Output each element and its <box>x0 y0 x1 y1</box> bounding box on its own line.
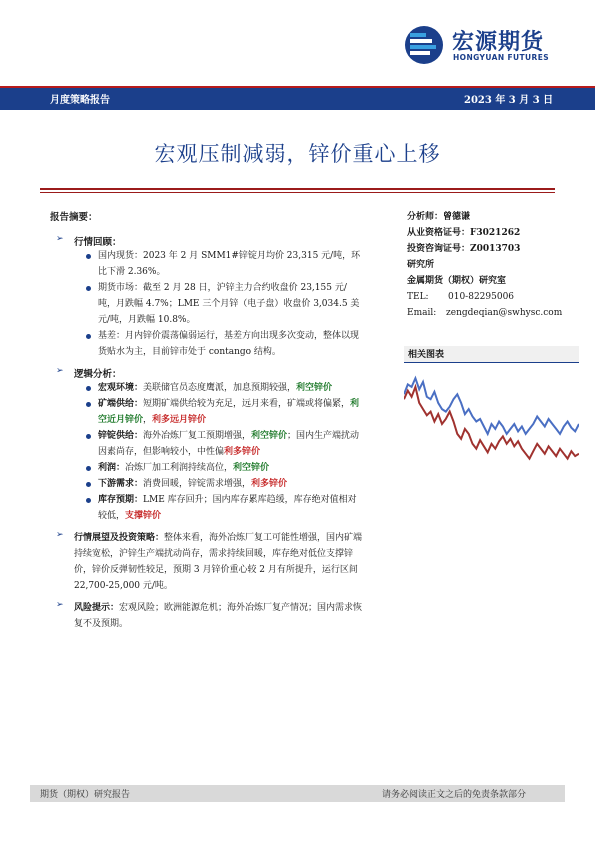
review-item-basis: 基差：月内锌价震荡偏弱运行，基差方向出现多次变动，整体以现货贴水为主，目前锌市处于 contango 结构。 <box>98 331 360 357</box>
section-heading-review: 行情回顾： <box>74 237 122 248</box>
tel-label: TEL: <box>407 292 429 302</box>
chevron-right-icon: ➢ <box>56 530 64 540</box>
section-heading-logic: 逻辑分析： <box>74 369 122 380</box>
review-item-futures: 期货市场：截至 2 月 28 日，沪锌主力合约收盘价 23,155 元/吨，月跌幅 4.7%；LME 三个月锌（电子盘）收盘价 3,034.5 美元/吨，月跌幅 10.8%。 <box>98 283 360 325</box>
logic-text: LME 库存回升；国内库存累库趋缓，库存绝对值相对较低， <box>98 495 357 521</box>
report-type: 月度策略报告 <box>50 95 110 106</box>
logic-item-demand <box>98 476 364 492</box>
institute-name: 研究所 <box>407 260 435 270</box>
chevron-right-icon: ➢ <box>56 600 64 610</box>
logic-impact: 利空近月锌价 <box>98 399 360 425</box>
bullet-icon <box>86 334 91 339</box>
bullet-icon <box>86 434 91 439</box>
logic-impact: 利空锌价 <box>296 383 333 393</box>
logic-impact: 支撑锌价 <box>125 511 162 521</box>
logic-head: 锌锭供给： <box>98 431 144 441</box>
logic-item-ingot <box>98 428 364 460</box>
logic-text: 美联储官员态度鹰派，加息预期较强， <box>143 383 297 393</box>
analyst-name: 分析师：曾德谦 <box>407 212 471 222</box>
logic-item-macro <box>98 380 364 396</box>
bullet-icon <box>86 482 91 487</box>
page-title: 宏观压制减弱，锌价重心上移 <box>154 142 441 166</box>
report-date: 2023 年 3 月 3 日 <box>464 95 554 106</box>
outlook-paragraph <box>74 530 366 594</box>
bullet-icon <box>86 498 91 503</box>
price-line-chart <box>404 364 579 479</box>
logic-impact-2: 利多锌价 <box>224 447 261 457</box>
logic-item-ore: 矿端供给：短期矿端供给较为充足，远月来看，矿端或将偏紧，利空近月锌价，利多远月锌价 <box>98 399 360 425</box>
outlook-body: 整体来看，海外冶炼厂复工可能性增强，国内矿端持续宽松，沪锌生产端扰动尚存，需求持续回暖，库存绝对低位支撑锌价，锌价反弹韧性较足，预期 3 月锌价重心较 2 月有所提升，运行区间 22,700-25,000 元/吨。 <box>74 533 363 591</box>
section-heading-outlook: 行情展望及投资策略： <box>74 533 165 543</box>
bullet-icon <box>86 466 91 471</box>
analyst-license: 从业资格证号：F3021262 <box>407 228 521 238</box>
logic-item-inventory <box>98 492 364 524</box>
footer-report-type: 期货（期权）研究报告 <box>40 790 131 800</box>
bullet-icon <box>86 402 91 407</box>
chevron-right-icon: ➢ <box>56 366 64 376</box>
logic-head: 宏观环境： <box>98 383 144 393</box>
bullet-icon <box>86 286 91 291</box>
email-value[interactable]: zengdeqian@swhysc.com <box>446 308 563 318</box>
bullet-icon <box>86 254 91 259</box>
tel-value[interactable]: 010-82295006 <box>448 292 515 302</box>
logic-impact: 利空锌价 <box>233 463 270 473</box>
logic-text: 短期矿端供给较为充足，远月来看，矿端或将偏紧， <box>143 399 351 409</box>
logic-text: 冶炼厂加工利润持续高位， <box>125 463 234 473</box>
logic-head: 矿端供给： <box>98 399 144 409</box>
chevron-right-icon: ➢ <box>56 234 64 244</box>
footer-disclaimer: 请务必阅读正文之后的免责条款部分 <box>382 790 527 800</box>
summary-label: 报告摘要： <box>50 212 98 223</box>
analyst-consult-license: 投资咨询证号：Z0013703 <box>407 244 521 254</box>
company-logo-icon <box>404 25 444 65</box>
department-name: 金属期货（期权）研究室 <box>407 276 507 286</box>
logic-impact-2: 利多远月锌价 <box>152 415 207 425</box>
logic-impact: 利空锌价 <box>251 431 288 441</box>
logic-impact: 利多锌价 <box>251 479 288 489</box>
email-label: Email: <box>407 308 437 318</box>
logo-chinese-name: 宏源期货 <box>452 30 545 55</box>
logo-english-name: HONGYUAN FUTURES <box>453 53 550 62</box>
related-chart-title: 相关图表 <box>408 350 445 360</box>
logic-text: 海外冶炼厂复工预期增强， <box>143 431 252 441</box>
logic-item-profit <box>98 460 364 476</box>
title-divider-thin <box>40 192 555 193</box>
chart-series-line-1 <box>404 378 579 434</box>
logic-head: 利润： <box>98 463 126 473</box>
logic-text-2: ；国内生产端扰动因素尚存，但影响较小，中性偏 <box>98 431 360 457</box>
section-heading-risk: 风险提示： <box>74 603 120 613</box>
risk-paragraph <box>74 600 366 632</box>
logic-head: 下游需求： <box>98 479 144 489</box>
title-divider <box>40 188 555 190</box>
logic-text: 消费回暖，锌锭需求增强， <box>143 479 252 489</box>
logic-head: 库存预期： <box>98 495 144 505</box>
risk-body: 宏观风险；欧洲能源危机；海外冶炼厂复产情况；国内需求恢复不及预期。 <box>74 603 363 629</box>
bullet-icon <box>86 386 91 391</box>
review-item-spot: 国内现货：2023 年 2 月 SMM1#锌锭月均价 23,315 元/吨，环比下滑 2.36%。 <box>98 251 361 277</box>
